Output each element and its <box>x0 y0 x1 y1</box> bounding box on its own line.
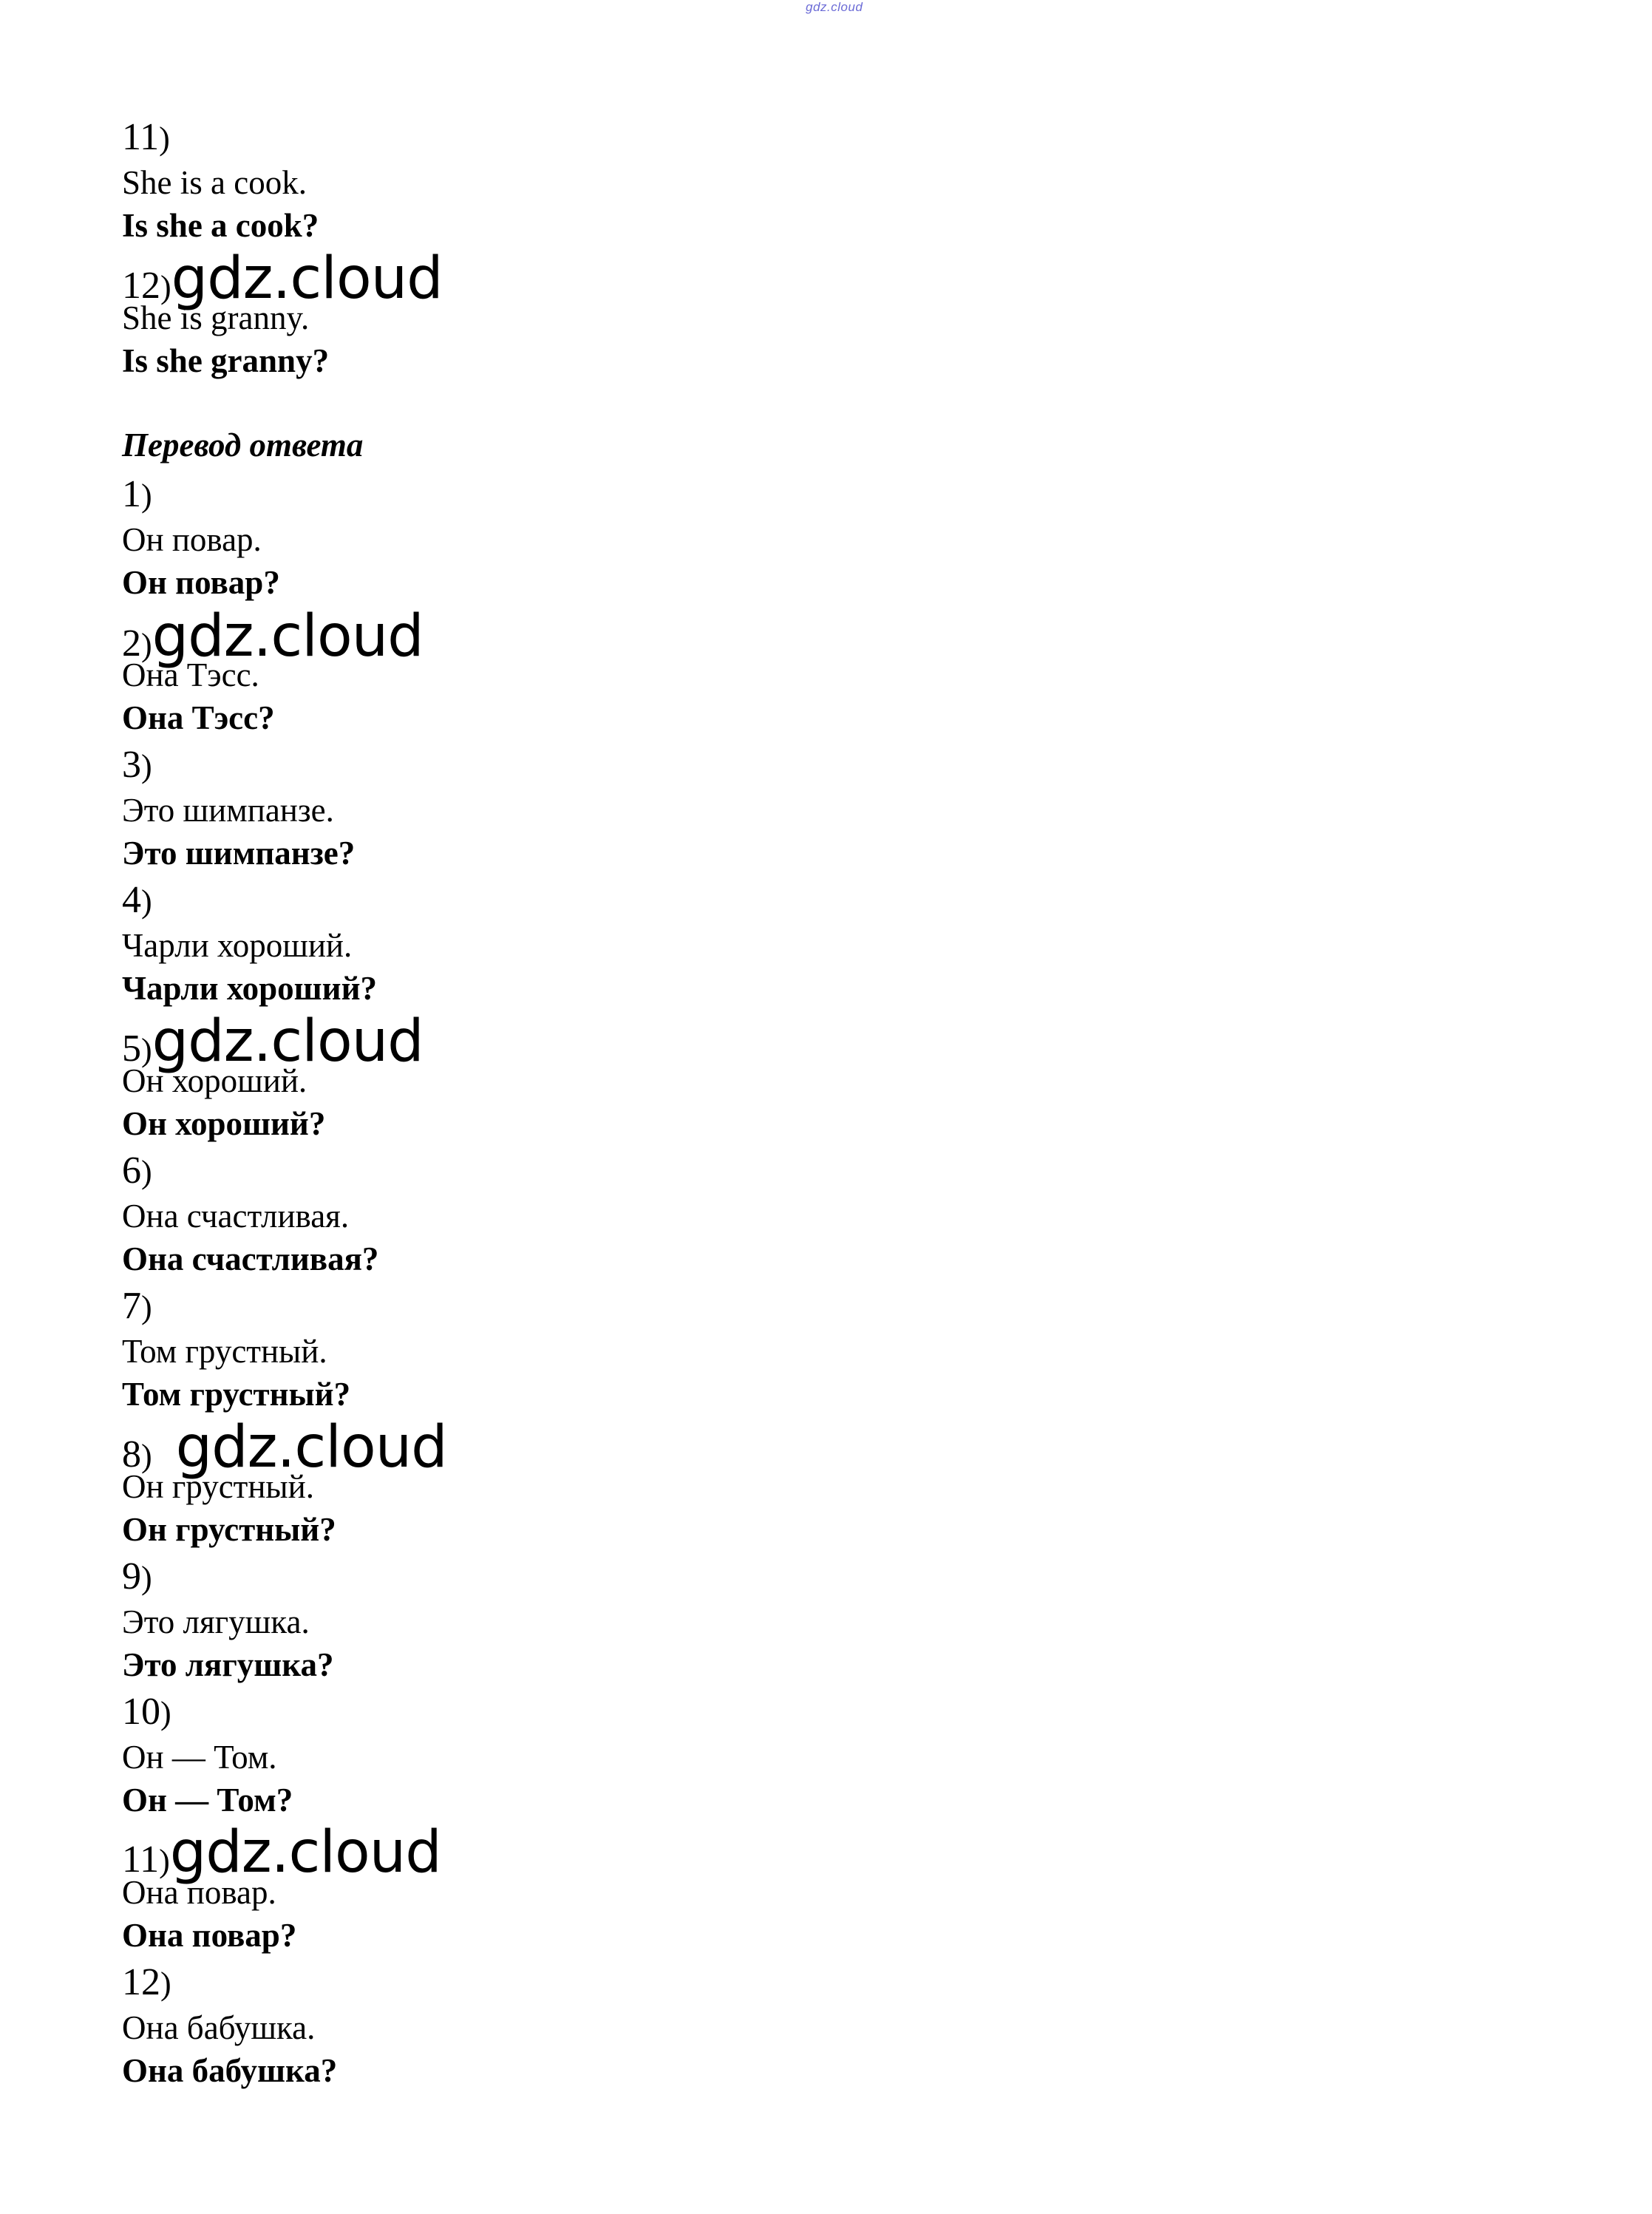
item-question: Том грустный? <box>122 1376 351 1413</box>
item-statement: Том грустный. <box>122 1333 327 1370</box>
watermark: gdz.cloud <box>169 1819 441 1886</box>
item-number: 12) <box>122 1961 171 2003</box>
item-statement: She is a cook. <box>122 164 307 201</box>
watermark: gdz.cloud <box>175 1414 447 1481</box>
watermark: gdz.cloud <box>152 603 424 670</box>
item-question: Она бабушка? <box>122 2052 338 2089</box>
item-statement: Она бабушка. <box>122 2009 316 2046</box>
item-number: 11)gdz.cloud <box>122 1819 441 1886</box>
watermark: gdz.cloud <box>171 245 443 312</box>
item-number: 1) <box>122 473 152 515</box>
item-question: Он повар? <box>122 564 280 601</box>
item-question: Она повар? <box>122 1917 297 1954</box>
item-number: 2)gdz.cloud <box>122 603 424 670</box>
item-statement: Она счастливая. <box>122 1198 350 1235</box>
item-statement: Он хороший. <box>122 1062 307 1099</box>
watermark: gdz.cloud <box>152 1008 424 1075</box>
translation-heading: Перевод ответа <box>122 427 364 463</box>
item-number: 5)gdz.cloud <box>122 1008 424 1075</box>
item-question: Чарли хороший? <box>122 970 378 1007</box>
item-question: Is she a cook? <box>122 207 319 244</box>
item-statement: Он повар. <box>122 521 262 558</box>
item-number: 8) gdz.cloud <box>122 1414 447 1481</box>
item-question: Это шимпанзе? <box>122 835 356 872</box>
item-number: 12)gdz.cloud <box>122 245 443 312</box>
item-number: 3) <box>122 744 152 786</box>
item-question: Он грустный? <box>122 1511 336 1548</box>
top-watermark: gdz.cloud <box>806 0 863 14</box>
item-question: Это лягушка? <box>122 1646 334 1683</box>
item-question: Она Тэсс? <box>122 699 275 736</box>
item-statement: Это шимпанзе. <box>122 792 334 829</box>
item-statement: Она повар. <box>122 1874 276 1911</box>
item-number: 10) <box>122 1691 171 1733</box>
item-statement: Это лягушка. <box>122 1603 310 1640</box>
item-statement: Чарли хороший. <box>122 927 353 964</box>
item-statement: Он — Том. <box>122 1739 277 1776</box>
item-number: 4) <box>122 879 152 921</box>
item-number: 6) <box>122 1150 152 1192</box>
item-question: Он — Том? <box>122 1782 293 1819</box>
item-statement: Он грустный. <box>122 1468 314 1505</box>
item-question: Is she granny? <box>122 342 330 379</box>
item-question: Она счастливая? <box>122 1240 379 1277</box>
item-statement: She is granny. <box>122 299 310 336</box>
item-number: 11) <box>122 116 170 158</box>
item-number: 9) <box>122 1555 152 1597</box>
item-question: Он хороший? <box>122 1105 326 1142</box>
item-number: 7) <box>122 1285 152 1327</box>
item-statement: Она Тэсс. <box>122 656 259 693</box>
